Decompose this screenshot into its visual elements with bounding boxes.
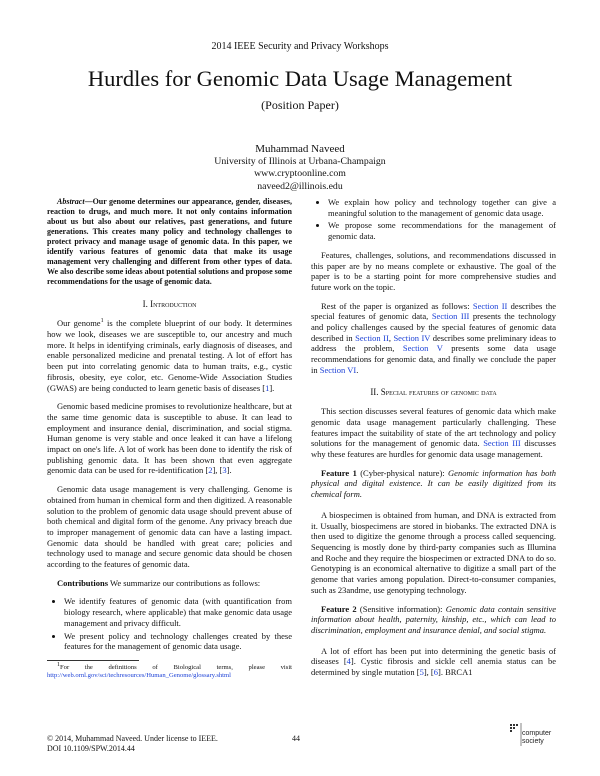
gb-text: ], [ — [423, 667, 434, 678]
author-name: Muhammad Naveed — [255, 143, 345, 155]
footnote — [47, 661, 292, 680]
doi-line: DOI 10.1109/SPW.2014.44 — [47, 744, 135, 754]
list-item: • We propose some recommendations for the management of genomic data. — [328, 220, 556, 241]
copyright-line: © 2014, Muhammad Naveed. Under license to IEEE. — [47, 734, 218, 743]
intro-paragraph-2 — [47, 401, 292, 476]
section-heading-features: II. Special features of genomic data — [370, 386, 497, 397]
org-text: Rest of the paper is organized as follows: — [321, 300, 473, 311]
author-block — [0, 143, 600, 193]
feature-2-statement: Genomic data contain sensitive information about health, paternity, kinship, etc., which can lead to discrimination, employment and insurance denial, and social stigma. — [311, 603, 556, 635]
list-item: • We identify features of genomic data (with quantification from biology research, where applicable) that make genomic data usage management and privacy difficult. — [64, 596, 292, 628]
paper-title: Hurdles for Genomic Data Usage Management — [87, 66, 513, 91]
section-link[interactable]: Section V — [402, 343, 443, 354]
intro-p1-text-b: is the complete blueprint of our body. It determines how we look, diseases we are susceptible to, our ancestry and much more. It helps in identifying criminals, early diagnosis of diseases, and enable personalized medicine and prenatal testing. A lot of effort has been put into correlating genomic data to human traits, e.g., cystic fibrosis, obesity, eye color, etc. Genome-Wide Association Studies (GWAS) are being conducted to learn genetic basis of diseases [ — [47, 318, 292, 393]
contributions-heading: Contributions — [57, 577, 109, 588]
citation-link[interactable]: 1 — [265, 382, 270, 393]
org-text: . — [356, 364, 359, 375]
feature-1-kind: (Cyber-physical nature): — [356, 467, 449, 478]
venue-header: 2014 IEEE Security and Privacy Workshops — [211, 41, 389, 52]
logo-text — [522, 730, 551, 745]
intro-paragraph-1 — [47, 318, 292, 393]
features-text: This section discusses several features of genomic data which make genomic data usage management particularly challenging. These features impact the suitability of state of the art technology and policy solutions for the management of genomic data. — [311, 406, 556, 449]
list-item: • We explain how policy and technology together can give a meaningful solution to the management of genomic data usage. — [328, 197, 556, 218]
org-text: , — [388, 332, 394, 343]
contributions-list-continued — [311, 197, 556, 242]
org-text: describes the special features of genomic data, — [311, 300, 556, 322]
feature-2-kind: (Sensitive information): — [356, 603, 446, 614]
logo-line-computer: computer — [522, 730, 552, 737]
org-text: presents the technology and policy challenges caused by the special features of genomic data described in — [311, 311, 556, 343]
gb-text: A lot of effort has been put into determining the genetic basis of diseases [ — [311, 645, 556, 667]
section-link[interactable]: Section II — [355, 332, 389, 343]
abstract — [47, 197, 292, 287]
page-number: 44 — [292, 734, 300, 743]
logo-line-society: society — [522, 737, 544, 745]
section-link[interactable]: Section II — [472, 300, 508, 311]
section-heading-introduction: I. Introduction — [142, 298, 197, 309]
intro-p2-text-c: ]. — [226, 465, 232, 476]
scope-paragraph: Features, challenges, solutions, and recommendations discussed in this paper are by no means complete or exhaustive. The goal of the paper is to be a starting point for more comprehensive studies and future work on the topic. — [311, 249, 556, 292]
citation-link[interactable]: 3 — [222, 465, 227, 476]
footnote-number: 1 — [57, 661, 60, 668]
organization-paragraph — [311, 301, 556, 376]
features-text: discusses why these features are hurdles for genomic data usage management. — [311, 438, 556, 460]
footnote-text: For the definitions of Biological terms, please visit — [60, 663, 292, 671]
left-column — [47, 197, 292, 680]
feature-1-statement: Genomic information has both physical and digital existence. It can be easily digitized from its chemical form. — [311, 467, 556, 500]
citation-link[interactable]: 5 — [419, 667, 424, 678]
contributions-paragraph — [47, 578, 292, 589]
feature-1 — [311, 468, 556, 500]
intro-paragraph-3: Genomic data usage management is very challenging. Genome is obtained from human in chemical form and then digitized. A reasonable solution to the problem of genomic data usage should prevent abuse of both chemical and digital form of the genome. Any privacy breach due to improper management of genomic data can have a lasting impact. Genomic data should be handled with great care; policies and technology used to manage and secure genomic data should be chosen according to the features of genomic data. — [47, 484, 292, 570]
author-affiliation: University of Illinois at Urbana-Champaign — [214, 156, 386, 167]
abstract-label: Abstract — [57, 197, 85, 206]
contributions-list — [47, 596, 292, 652]
author-email[interactable]: naveed2@illinois.edu — [257, 180, 343, 192]
gb-text: ]. Cystic fibrosis and sickle cell anemia status can be determined by single mutation [ — [311, 656, 556, 678]
org-text: presents some data usage recommendations for genomic data, and finally we conclude the paper in — [311, 343, 557, 375]
features-intro-paragraph — [311, 406, 556, 460]
feature-2-label: Feature 2 — [321, 603, 357, 614]
footnote-marker[interactable]: 1 — [100, 318, 104, 325]
footer-copyright — [47, 734, 218, 755]
footnote-divider — [47, 660, 139, 661]
intro-p2-text-a: Genomic based medicine promises to revolutionize healthcare, but at the same time genomic data is susceptible to abuse. It can lead to employment and insurance denial, discrimination, and social stigma. Human genome is very stable and once leaked it can have a lifelong impact on one's life. A lot of work has been done to identify the risk of publishing genomic data. It has been shown that even aggregate genomic data can be used for re-identification [ — [47, 401, 292, 476]
feature-2 — [311, 604, 556, 636]
feature-1-label: Feature 1 — [321, 467, 357, 478]
contributions-text: We summarize our contributions as follows: — [108, 577, 261, 588]
citation-link[interactable]: 4 — [346, 656, 351, 667]
paper-subtitle: (Position Paper) — [261, 98, 339, 112]
abstract-text: —Our genome determines our appearance, gender, diseases, reaction to drugs, and much more. It not only contains information about us but also about our relatives, past generations, and future generations. This creates many policy and technology challenges to protect privacy and manage usage of genomic data. In this paper, we identify various features of genomic data that make its usage management very challenging and different from other types of data. We also describe some ideas about potential solutions and propose some recommendations for the usage of genomic data. — [47, 197, 292, 286]
section-link[interactable]: Section VI — [319, 364, 357, 375]
section-link[interactable]: Section III — [483, 438, 521, 449]
section-link[interactable]: Section IV — [393, 332, 431, 343]
section-link[interactable]: Section III — [431, 311, 470, 322]
list-item: • We present policy and technology challenges created by these features for the management of genomic data usage. — [64, 631, 292, 652]
computer-society-logo — [508, 720, 556, 754]
gb-text: ]. BRCA1 — [438, 667, 473, 678]
author-website[interactable]: www.cryptoonline.com — [254, 168, 346, 180]
footnote-link[interactable]: http://web.ornl.gov/sci/techresources/Human_Genome/glossary.shtml — [47, 672, 231, 680]
intro-p1-text-c: ]. — [269, 382, 275, 393]
intro-p1-text-a: Our genome — [57, 318, 101, 329]
intro-p2-text-mid: ], [ — [212, 465, 223, 476]
genetic-basis-paragraph — [311, 646, 556, 678]
org-text: describes some preliminary ideas to address the problem, — [311, 332, 557, 354]
citation-link[interactable]: 2 — [208, 465, 213, 476]
biospecimen-paragraph: A biospecimen is obtained from human, and DNA is extracted from it. Usually, biospecimens are stored in biobanks. The extracted DNA is then used to digitize the genome through a process called sequencing. Sequencing is mostly done by third-party companies such as Illumina and Roche and they require the biospecimen or extracted DNA to do so. Genotyping is an economical alternative to digitize a small part of the genome that varies among population. Direct-to-consumer companies, such as 23andme, use genotyping technology. — [311, 509, 556, 595]
right-column — [311, 197, 556, 686]
citation-link[interactable]: 6 — [433, 667, 439, 678]
